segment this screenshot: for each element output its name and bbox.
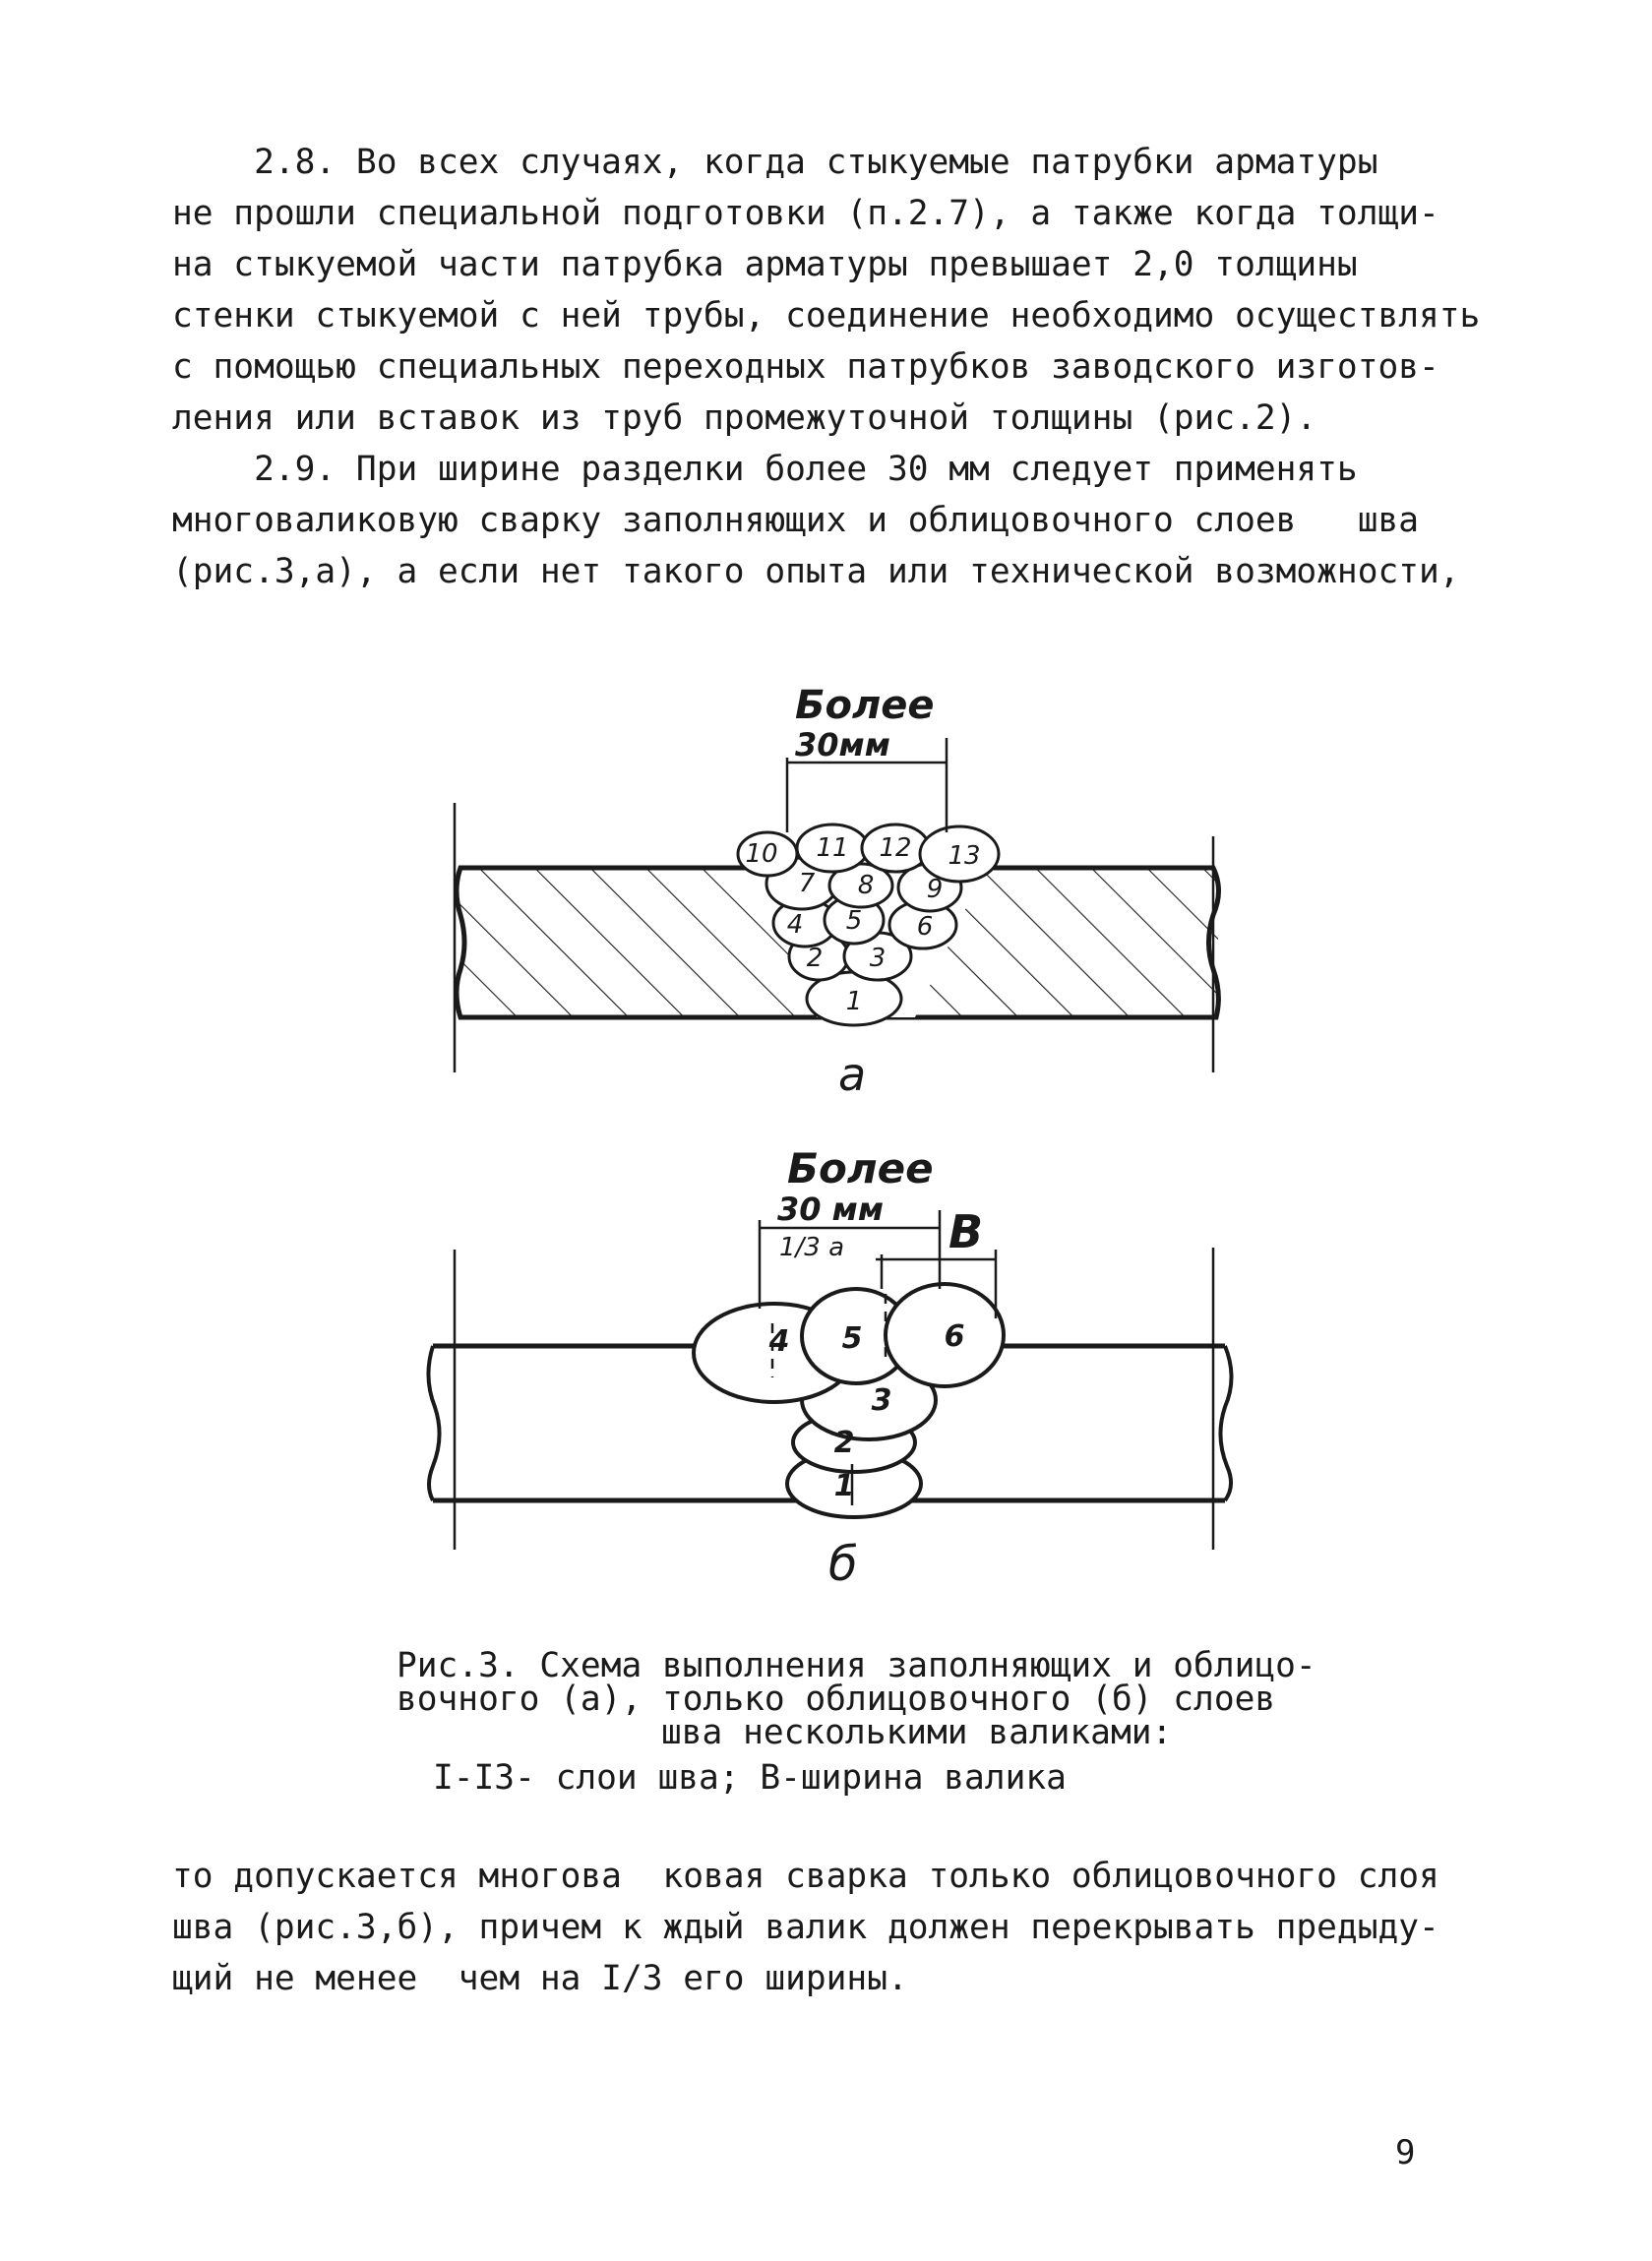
text-line: с помощью специальных переходных патрубков заводского изготов- [172, 347, 1439, 387]
text-line: стенки стыкуемой с ней трубы, соединение необходимо осуществлять [172, 296, 1481, 336]
bead-label: 4 [768, 1324, 790, 1359]
bead-label: 5 [845, 906, 863, 936]
figure-caption-line: шва несколькими валиками: [661, 1713, 1173, 1752]
bead-label: 1 [845, 987, 863, 1016]
bead-label: 5 [841, 1321, 863, 1356]
text-line: (рис.3,а), а если нет такого опыта или технической возможности, [172, 552, 1460, 591]
text-line: 2.9. При ширине разделки более 30 мм следует применять [172, 450, 1358, 489]
bead-label: 1 [833, 1469, 855, 1503]
bead-label: 7 [798, 869, 816, 898]
figure-b [428, 1144, 1231, 1592]
text-line: щий не менее чем на I/3 его ширины. [172, 1959, 908, 1998]
bead-label: 2 [806, 944, 824, 973]
dimension-label: Более [795, 683, 935, 728]
bead-label: 6 [944, 1319, 965, 1354]
dimension-label: 30мм [795, 726, 890, 764]
figure-sublabel: а [838, 1048, 867, 1101]
bead-label: 9 [926, 875, 944, 904]
bead-label: 11 [816, 833, 849, 863]
bead-label: 10 [745, 839, 778, 869]
text-line: на стыкуемой части патрубка арматуры превышает 2,0 толщины [172, 245, 1358, 284]
bead-label: 13 [948, 841, 981, 871]
figure-sublabel: б [828, 1537, 858, 1592]
bead-label: 3 [871, 1383, 892, 1418]
text-line: не прошли специальной подготовки (п.2.7), а также когда толщи- [172, 194, 1439, 233]
text-line: то допускается многова ковая сварка только облицовочного слоя [172, 1857, 1439, 1896]
pipe-break-line [1220, 1346, 1231, 1500]
bead-label: 4 [786, 910, 804, 940]
bead-label: 8 [857, 871, 875, 900]
bead-label: 2 [833, 1426, 855, 1460]
overlap-label: 1/3 а [779, 1233, 845, 1262]
text-line: шва (рис.3,б), причем к ждый валик должен перекрывать предыду- [172, 1908, 1439, 1947]
text-line: ления или вставок из труб промежуточной толщины (рис.2). [172, 398, 1317, 438]
bead-label: 3 [869, 944, 887, 973]
dimension-label: Более [787, 1144, 934, 1192]
figure-legend: I-I3- слои шва; В-ширина валика [433, 1758, 1067, 1798]
pipe-break-line [428, 1346, 439, 1500]
figure-caption-line: вочного (а), только облицовочного (б) слоев [397, 1680, 1276, 1719]
page-number: 9 [1395, 2133, 1416, 2172]
text-line: многоваликовую сварку заполняющих и облицовочного слоев шва [172, 501, 1420, 540]
bead-label: 6 [916, 912, 934, 942]
figure-caption-line: Рис.3. Схема выполнения заполняющих и облицо- [397, 1646, 1316, 1685]
text-line: 2.8. Во всех случаях, когда стыкуемые патрубки арматуры [172, 143, 1378, 182]
width-label: В [948, 1205, 984, 1258]
bead-label: 12 [879, 833, 912, 863]
dimension-label: 30 мм [777, 1191, 884, 1228]
figure-a [455, 683, 1219, 1101]
